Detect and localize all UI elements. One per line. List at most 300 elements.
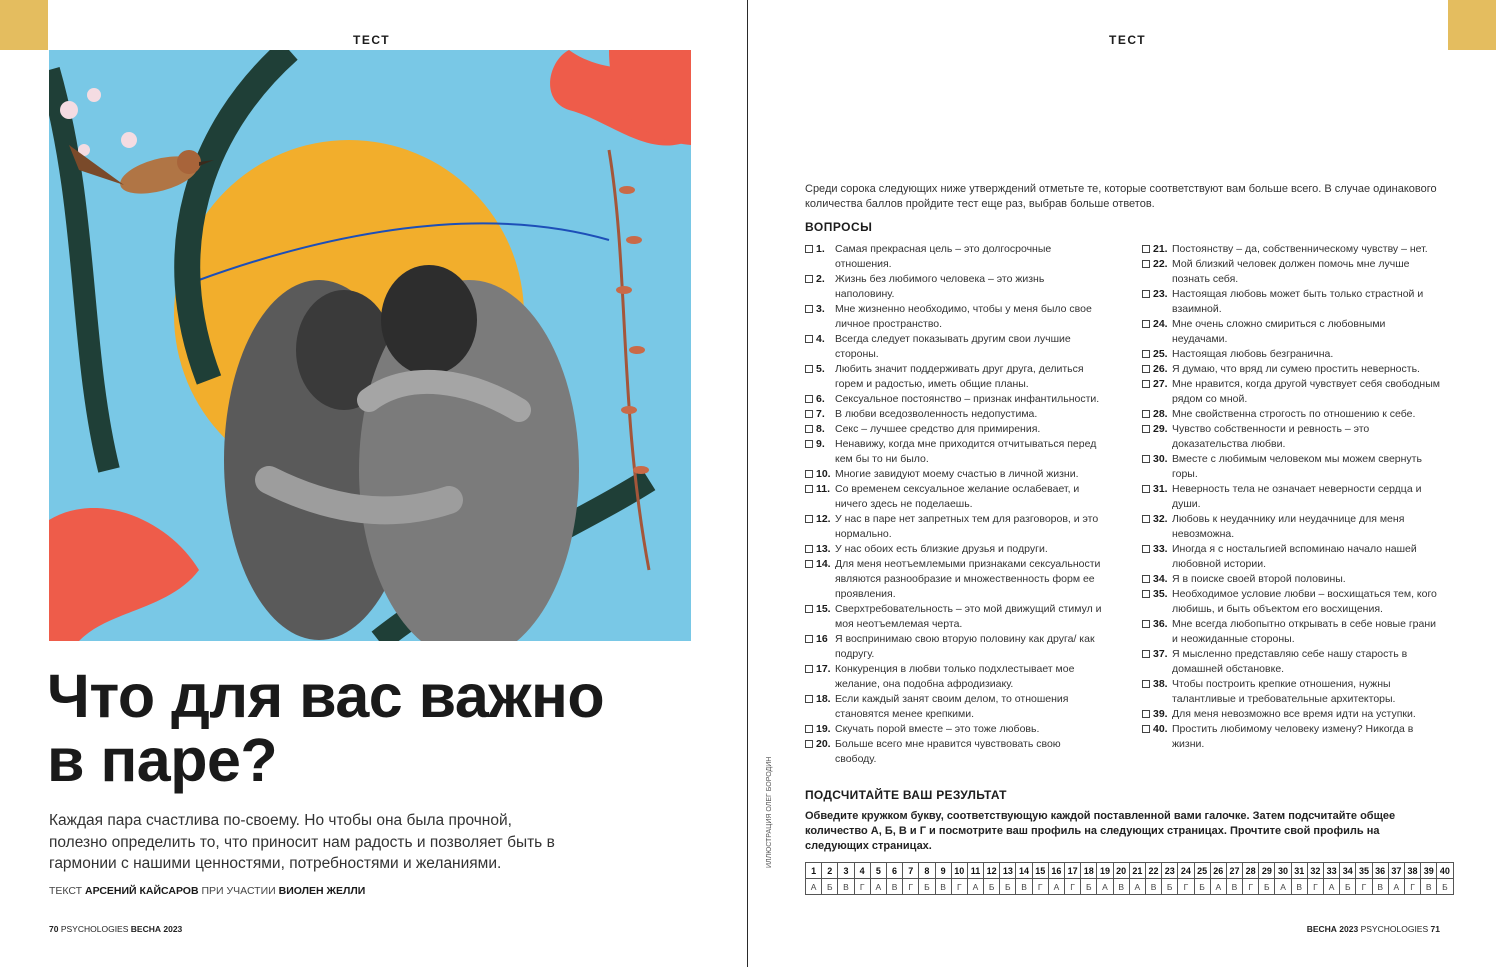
question-item [1142,512,1440,542]
score-letter-cell[interactable]: Г [1178,879,1194,895]
question-number-label: 9. [816,438,825,450]
question-number-label: 28. [1153,408,1168,420]
page-number: 70 [49,924,59,934]
question-item [805,422,1103,437]
question-number [805,407,835,422]
score-number-cell: 37 [1388,863,1404,879]
score-letter-cell[interactable]: Г [1032,879,1048,895]
question-text: Сверхтребовательность – это мой движущий стимул и моя неотъемлемая черта. [835,603,1102,630]
score-number-cell: 23 [1162,863,1178,879]
score-number-cell: 8 [919,863,935,879]
question-number [805,422,835,437]
question-number [1142,317,1172,347]
byline-prefix: ТЕКСТ [49,885,83,897]
byline [49,885,365,897]
question-text: Любовь к неудачнику или неудачнице для меня невозможна. [1172,513,1405,540]
question-text: Любить значит поддерживать друг друга, делиться горем и радостью, иметь общие планы. [835,363,1084,390]
question-number [1142,482,1172,512]
section-label: ТЕСТ [353,33,391,47]
question-item [805,542,1103,557]
checkbox-icon[interactable] [805,245,813,253]
checkbox-icon[interactable] [1142,725,1150,733]
question-number-label: 15. [816,603,831,615]
question-item [1142,572,1440,587]
couple-collage-image [49,50,691,641]
question-text: Всегда следует показывать другим свои лучшие стороны. [835,333,1071,360]
byline-middle: ПРИ УЧАСТИИ [201,885,276,897]
score-number-cell: 7 [903,863,919,879]
score-number-cell: 26 [1210,863,1226,879]
question-text: Я мысленно представляю себе нашу старость в домашней обстановке. [1172,648,1408,675]
question-number [805,437,835,467]
score-letter-cell[interactable]: В [1291,879,1307,895]
score-number-cell: 25 [1194,863,1210,879]
intro-paragraph: Среди сорока следующих ниже утверждений отметьте те, которые соответствуют вам больше всего. В случае одинакового количества баллов пройдите тест еще раз, выбрав больше ответов. [805,183,1437,210]
question-number [805,722,835,737]
question-text: Мне жизненно необходимо, чтобы у меня было свое личное пространство. [835,303,1092,330]
question-number-label: 17. [816,663,831,675]
question-text: Если каждый занят своим делом, то отношения становятся менее крепкими. [835,693,1069,720]
score-letter-cell[interactable]: Б [1081,879,1097,895]
question-text: Простить любимому человеку измену? Никогда в жизни. [1172,723,1414,750]
score-letter-cell[interactable]: Б [919,879,935,895]
folio-right [1307,924,1440,934]
question-text: Скучать порой вместе – это тоже любовь. [835,723,1040,735]
question-number [1142,422,1172,452]
question-number-label: 1. [816,243,825,255]
question-number [805,602,835,632]
question-text: Конкуренция в любви только подхлестывает мое желание, она подобна афродизиаку. [835,663,1075,690]
question-number-label: 2. [816,273,825,285]
gold-corner-tab [0,0,48,50]
score-letter-cell[interactable]: В [935,879,951,895]
score-letter-cell[interactable]: А [1129,879,1145,895]
question-text: У нас в паре нет запретных тем для разговоров, и это нормально. [835,513,1099,540]
checkbox-icon[interactable] [1142,380,1150,388]
question-number-label: 31. [1153,483,1168,495]
score-number-cell: 6 [886,863,902,879]
score-number-cell: 13 [1000,863,1016,879]
score-letter-cell[interactable]: В [1372,879,1388,895]
question-text: У нас обоих есть близкие друзья и подруги. [835,543,1048,555]
score-number-cell: 29 [1259,863,1275,879]
question-number-label: 10. [816,468,831,480]
question-number-label: 34. [1153,573,1168,585]
question-item [1142,347,1440,362]
question-text: Я воспринимаю свою вторую половину как друга/ как подругу. [835,633,1095,660]
question-item [805,407,1103,422]
question-number [1142,257,1172,287]
question-number [1142,542,1172,572]
question-text: Чувство собственности и ревность – это доказательства любви. [1172,423,1370,450]
question-number [805,302,835,332]
question-number-label: 8. [816,423,825,435]
score-letter-cell[interactable]: А [1210,879,1226,895]
checkbox-icon[interactable] [805,425,813,433]
checkbox-icon[interactable] [1142,710,1150,718]
score-letter-cell[interactable]: Б [1340,879,1356,895]
score-number-cell: 21 [1129,863,1145,879]
question-number-label: 32. [1153,513,1168,525]
question-number [805,392,835,407]
question-text: Вместе с любимым человеком мы можем свернуть горы. [1172,453,1422,480]
score-number-cell: 20 [1113,863,1129,879]
score-number-cell: 30 [1275,863,1291,879]
questions-list-left [805,242,1103,767]
score-letter-cell[interactable]: Г [1356,879,1372,895]
question-number [1142,647,1172,677]
question-item [1142,647,1440,677]
question-text: Ненавижу, когда мне приходится отчитываться перед кем бы то ни было. [835,438,1097,465]
score-letter-cell[interactable]: В [1016,879,1032,895]
issue-name: ВЕСНА 2023 [1306,924,1359,934]
checkbox-icon[interactable] [1142,410,1150,418]
question-number [1142,407,1172,422]
scoring-table [805,862,1454,895]
lead-paragraph: Каждая пара счастлива по-своему. Но чтобы она была прочной, полезно определить то, что приносит нам радость и позволяет быть в гармонии с нашими ценностями, потребностями и желаниями. [49,812,555,872]
score-number-cell: 36 [1372,863,1388,879]
question-text: Я в поиске своей второй половины. [1172,573,1346,585]
question-number [805,557,835,602]
checkbox-icon[interactable] [805,335,813,343]
checkbox-icon[interactable] [805,410,813,418]
checkbox-icon[interactable] [1142,350,1150,358]
question-number [805,632,835,662]
checkbox-icon[interactable] [805,665,813,673]
checkbox-icon[interactable] [1142,365,1150,373]
question-text: Мне очень сложно смириться с любовными неудачами. [1172,318,1386,345]
checkbox-icon[interactable] [1142,485,1150,493]
score-letter-cell[interactable]: Г [1243,879,1259,895]
question-number [1142,572,1172,587]
question-text: Неверность тела не означает неверности сердца и души. [1172,483,1422,510]
score-letter-cell[interactable]: А [870,879,886,895]
question-number-label: 30. [1153,453,1168,465]
question-number-label: 3. [816,303,825,315]
question-item [805,392,1103,407]
scoring-numbers-row [806,863,1454,879]
checkbox-icon[interactable] [805,485,813,493]
score-letter-cell[interactable]: Б [1000,879,1016,895]
score-letter-cell[interactable]: А [1048,879,1064,895]
question-number [1142,287,1172,317]
score-number-cell: 24 [1178,863,1194,879]
question-text: Для меня неотъемлемыми признаками сексуальности являются разнообразие и множественность форм ее проявления. [835,558,1101,600]
question-text: В любви вседозволенность недопустима. [835,408,1038,420]
score-number-cell: 18 [1081,863,1097,879]
score-letter-cell[interactable]: Г [1307,879,1323,895]
question-text: Со временем сексуальное желание ослабевает, и ничего здесь не поделаешь. [835,483,1080,510]
score-letter-cell[interactable]: Б [1259,879,1275,895]
score-number-cell: 34 [1340,863,1356,879]
checkbox-icon[interactable] [805,440,813,448]
score-letter-cell[interactable]: Г [951,879,967,895]
question-item [1142,542,1440,572]
question-number-label: 18. [816,693,831,705]
score-letter-cell[interactable]: А [967,879,983,895]
question-item [805,362,1103,392]
checkbox-icon[interactable] [1142,545,1150,553]
checkbox-icon[interactable] [805,545,813,553]
question-text: Жизнь без любимого человека – это жизнь наполовину. [835,273,1045,300]
question-text: Секс – лучшее средство для примирения. [835,423,1041,435]
score-number-cell: 31 [1291,863,1307,879]
score-letter-cell[interactable]: Б [1162,879,1178,895]
result-instructions: Обведите кружком букву, соответствующую каждой поставленной вами галочке. Затем подсчитайте общее количество А, Б, В и Г и посмотрите ваш профиль на следующих страницах. Прочтите свой профиль на следующих страницах. [805,810,1396,852]
question-item [805,437,1103,467]
question-item [1142,242,1440,257]
question-number [1142,242,1172,257]
score-number-cell: 12 [984,863,1000,879]
checkbox-icon[interactable] [805,725,813,733]
questions-heading: ВОПРОСЫ [805,220,873,234]
question-number-label: 26. [1153,363,1168,375]
score-letter-cell[interactable]: А [1097,879,1113,895]
question-number-label: 20. [816,738,831,750]
checkbox-icon[interactable] [805,275,813,283]
score-number-cell: 35 [1356,863,1372,879]
question-item [805,332,1103,362]
checkbox-icon[interactable] [1142,515,1150,523]
question-number [805,272,835,302]
score-number-cell: 16 [1048,863,1064,879]
question-number-label: 21. [1153,243,1168,255]
headline-line-2: в паре? [47,726,278,794]
question-item [1142,452,1440,482]
question-number-label: 4. [816,333,825,345]
score-letter-cell[interactable]: А [1275,879,1291,895]
question-number [805,692,835,722]
question-number-label: 29. [1153,423,1168,435]
checkbox-icon[interactable] [1142,290,1150,298]
checkbox-icon[interactable] [1142,620,1150,628]
score-number-cell: 22 [1145,863,1161,879]
question-item [805,692,1103,722]
checkbox-icon[interactable] [805,395,813,403]
score-letter-cell[interactable]: А [806,879,822,895]
score-number-cell: 9 [935,863,951,879]
issue-name: ВЕСНА 2023 [130,924,183,934]
checkbox-icon[interactable] [1142,455,1150,463]
question-item [1142,482,1440,512]
score-number-cell: 28 [1243,863,1259,879]
section-label: ТЕСТ [1109,33,1147,47]
question-text: Для меня невозможно все время идти на уступки. [1172,708,1416,720]
byline-coauthor: ВИОЛЕН ЖЕЛЛИ [278,885,366,897]
questions-list-right [1142,242,1440,752]
question-item [805,512,1103,542]
question-number [1142,377,1172,407]
question-number-label: 14. [816,558,831,570]
checkbox-icon[interactable] [1142,260,1150,268]
question-text: Чтобы построить крепкие отношения, нужны талантливые и требовательные архитекторы. [1172,678,1396,705]
checkbox-icon[interactable] [1142,680,1150,688]
score-number-cell: 1 [806,863,822,879]
question-item [1142,722,1440,752]
question-item [1142,362,1440,377]
score-letter-cell[interactable]: В [1226,879,1242,895]
score-letter-cell[interactable]: Г [854,879,870,895]
question-number-label: 38. [1153,678,1168,690]
checkbox-icon[interactable] [1142,425,1150,433]
question-number-label: 6. [816,393,825,405]
score-number-cell: 17 [1065,863,1081,879]
checkbox-icon[interactable] [805,605,813,613]
question-text: Иногда я с ностальгией вспоминаю начало нашей любовной истории. [1172,543,1417,570]
question-number-label: 24. [1153,318,1168,330]
question-item [1142,587,1440,617]
magazine-name: PSYCHOLOGIES [1360,924,1429,934]
score-number-cell: 32 [1307,863,1323,879]
question-number-label: 36. [1153,618,1168,630]
folio-left [49,924,182,934]
score-number-cell: 40 [1437,863,1453,879]
checkbox-icon[interactable] [805,635,813,643]
question-number [805,737,835,767]
question-item [805,557,1103,602]
question-item [1142,377,1440,407]
question-item [1142,317,1440,347]
question-number [805,512,835,542]
question-item [1142,422,1440,452]
checkbox-icon[interactable] [805,305,813,313]
headline-line-1: Что для вас важно [47,662,605,730]
checkbox-icon[interactable] [1142,320,1150,328]
score-number-cell: 27 [1226,863,1242,879]
question-number [1142,677,1172,707]
checkbox-icon[interactable] [805,365,813,373]
question-text: Я думаю, что вряд ли сумею простить неверность. [1172,363,1420,375]
question-number-label: 22. [1153,258,1168,270]
byline-author: АРСЕНИЙ КАЙСАРОВ [85,885,199,897]
score-letter-cell[interactable]: А [1324,879,1340,895]
question-number-label: 5. [816,363,825,375]
score-number-cell: 14 [1016,863,1032,879]
question-item [1142,407,1440,422]
score-number-cell: 33 [1324,863,1340,879]
checkbox-icon[interactable] [805,560,813,568]
scoring-letters-row [806,879,1454,895]
score-number-cell: 4 [854,863,870,879]
question-number-label: 39. [1153,708,1168,720]
question-number [805,362,835,392]
question-item [805,632,1103,662]
question-number-label: 13. [816,543,831,555]
score-letter-cell[interactable]: В [1421,879,1437,895]
question-item [805,467,1103,482]
question-number [805,467,835,482]
question-number-label: 35. [1153,588,1168,600]
score-letter-cell[interactable]: Б [984,879,1000,895]
headline [47,664,707,792]
score-letter-cell[interactable]: Б [822,879,838,895]
score-letter-cell[interactable]: В [838,879,854,895]
score-letter-cell[interactable]: В [886,879,902,895]
question-text: Сексуальное постоянство – признак инфантильности. [835,393,1100,405]
score-number-cell: 11 [967,863,983,879]
question-number [1142,512,1172,542]
checkbox-icon[interactable] [805,740,813,748]
score-letter-cell[interactable]: Г [1404,879,1420,895]
question-item [805,662,1103,692]
question-text: Постоянству – да, собственническому чувству – нет. [1172,243,1428,255]
checkbox-icon[interactable] [1142,590,1150,598]
question-number [1142,452,1172,482]
checkbox-icon[interactable] [805,470,813,478]
question-number [1142,347,1172,362]
question-number-label: 27. [1153,378,1168,390]
question-number [1142,707,1172,722]
question-number-label: 33. [1153,543,1168,555]
score-letter-cell[interactable]: Б [1194,879,1210,895]
score-letter-cell[interactable]: Г [1065,879,1081,895]
page-number: 71 [1430,924,1440,934]
question-item [805,272,1103,302]
question-number-label: 11. [816,483,831,495]
question-number-label: 37. [1153,648,1168,660]
question-number [1142,617,1172,647]
question-text: Самая прекрасная цель – это долгосрочные отношения. [835,243,1052,270]
gold-corner-tab [1448,0,1496,50]
question-number [805,332,835,362]
illustration-credit: ИЛЛЮСТРАЦИЯ ОЛЕГ БОРОДИН [766,756,773,868]
question-item [805,737,1103,767]
right-page [748,0,1496,967]
question-item [1142,617,1440,647]
question-item [1142,257,1440,287]
question-text: Мой близкий человек должен помочь мне лучше познать себя. [1172,258,1410,285]
question-text: Мне свойственна строгость по отношению к себе. [1172,408,1416,420]
score-letter-cell[interactable]: Б [1437,879,1453,895]
question-item [805,722,1103,737]
score-letter-cell[interactable]: В [1113,879,1129,895]
question-text: Мне всегда любопытно открывать в себе новые грани и неожиданные стороны. [1172,618,1437,645]
question-number-label: 16 [816,633,828,645]
result-heading: ПОДСЧИТАЙТЕ ВАШ РЕЗУЛЬТАТ [805,788,1007,802]
question-number [805,242,835,272]
left-page [0,0,747,967]
score-letter-cell[interactable]: В [1145,879,1161,895]
question-number [805,542,835,557]
question-number [805,662,835,692]
checkbox-icon[interactable] [1142,650,1150,658]
question-text: Больше всего мне нравится чувствовать свою свободу. [835,738,1061,765]
question-text: Многие завидуют моему счастью в личной жизни. [835,468,1079,480]
score-number-cell: 38 [1404,863,1420,879]
checkbox-icon[interactable] [805,695,813,703]
checkbox-icon[interactable] [805,515,813,523]
question-number-label: 23. [1153,288,1168,300]
score-number-cell: 10 [951,863,967,879]
question-text: Мне нравится, когда другой чувствует себя свободным рядом со мной. [1172,378,1440,405]
score-number-cell: 3 [838,863,854,879]
question-item [805,482,1103,512]
score-number-cell: 15 [1032,863,1048,879]
question-number-label: 7. [816,408,825,420]
checkbox-icon[interactable] [1142,575,1150,583]
checkbox-icon[interactable] [1142,245,1150,253]
question-text: Настоящая любовь безгранична. [1172,348,1334,360]
score-number-cell: 5 [870,863,886,879]
question-number-label: 12. [816,513,831,525]
score-letter-cell[interactable]: Г [903,879,919,895]
question-item [1142,707,1440,722]
question-number-label: 40. [1153,723,1168,735]
score-number-cell: 2 [822,863,838,879]
score-letter-cell[interactable]: А [1388,879,1404,895]
question-number [805,482,835,512]
question-number [1142,722,1172,752]
